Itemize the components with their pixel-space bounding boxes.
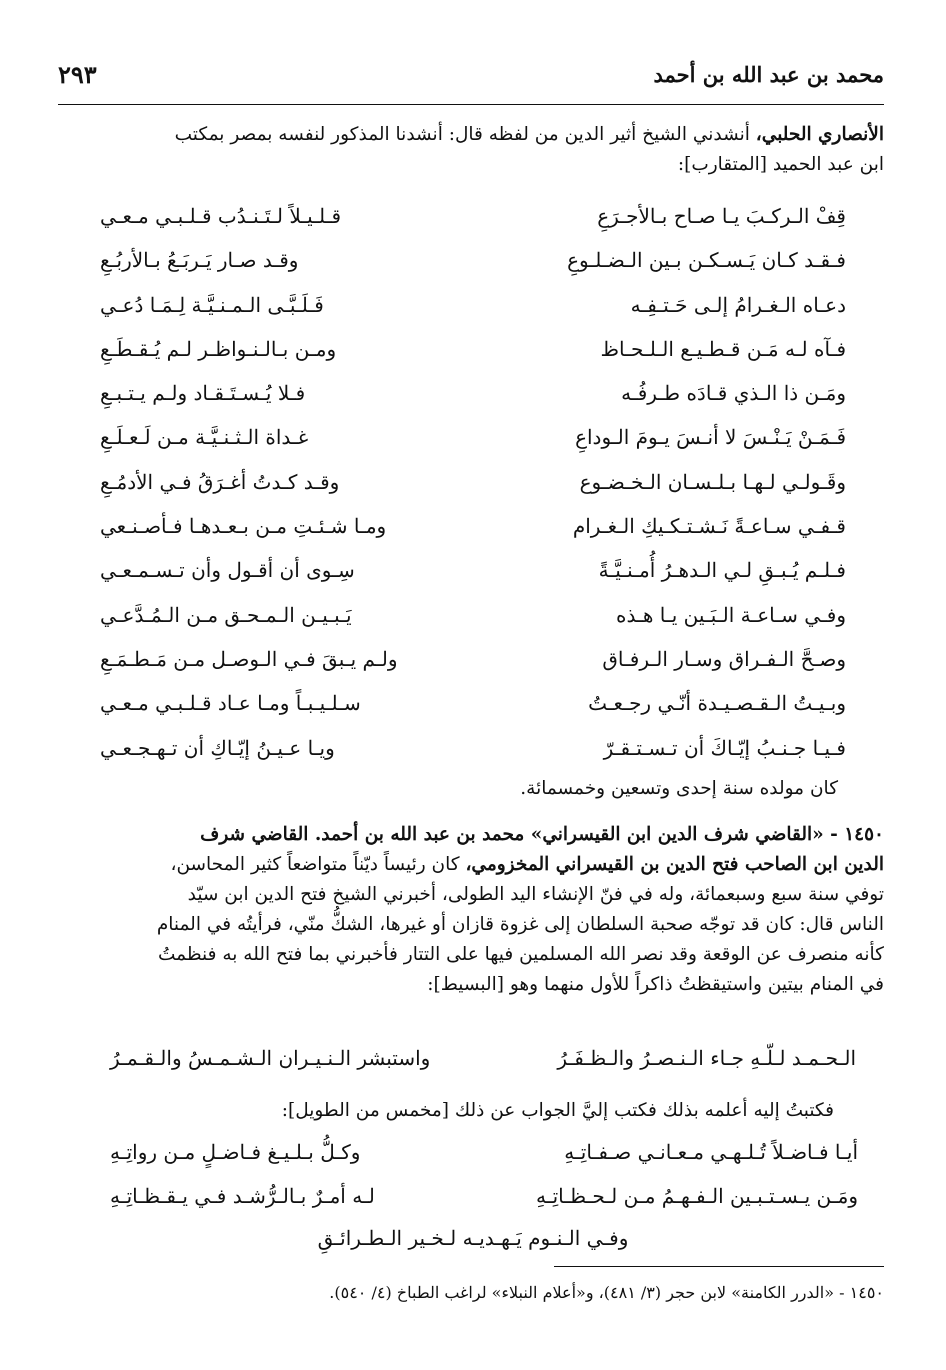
entry-line-4: الناس قال: كان قد توجّه صحبة السلطان إلى غزوة قازان أو غيرها، الشكُّ منّي، فرأيتُه في المنام [156, 914, 884, 935]
intro-name: الأنصاري الحلبي، [755, 124, 884, 145]
intro-line-1-rest: أنشدني الشيخ أثير الدين من لفظه قال: أنشدنا المذكور لنفسه بمصر بمكتب [174, 124, 756, 145]
poem-3-verse-1 [110, 1140, 858, 1180]
entry-paragraph [58, 820, 884, 1000]
hemistich-right: فـلـم يُـبـقِ لـي الـدهـرُ أُمـنـيَّـةً [598, 558, 846, 583]
hemistich-left: وقـد صـار يَـربَـعُ بـالأربُـعِ [100, 248, 299, 273]
header-rule [58, 104, 884, 105]
verse-line [100, 419, 866, 463]
hemistich-left: فَـلَـبَّـى الـمـنـيَّـة لِـمَـا دُعـي [100, 292, 324, 317]
hemistich-right: دعـاه الـغـرامُ إلـى حَـتـفِـه [630, 292, 846, 317]
hemistich-left: فـلا يُـسـتَـقـاد ولـم يـتـبـعِ [100, 381, 306, 406]
hemistich-left: غـداة الـثـنـيَّـة مـن لَـعـلَـعِ [100, 425, 309, 450]
footnote: ١٤٥٠ - «الدرر الكامنة» لابن حجر (٣/ ٤٨١)، و«أعلام النبلاء» لراغب الطباخ (٤/ ٥٤٠). [329, 1283, 884, 1302]
entry-line-1 [58, 820, 884, 850]
entry-subject-name: الدين ابن الصاحب فتح الدين بن القيسراني المخزومي، [465, 854, 884, 875]
hemistich-right: وصـحَّ الـفـراق وسـار الـرفـاق [602, 646, 846, 671]
entry-heading: ١٤٥٠ - «القاضي شرف الدين ابن القيسراني» محمد بن عبد الله بن أحمد. القاضي شرف [200, 824, 884, 845]
hemistich-left: وكـلُّ بـلـيـغ فـاضـلٍ مـن رواتِـهِ [110, 1140, 361, 1164]
hemistich-right: فَـمَـنْ يَـنْـسَ لا أنـسَ يـومَ الـوداعِ [575, 425, 846, 450]
hemistich-left: لـه أمـرٌ بـالـرُّشـد فـي يـقـظـاتِـهِ [110, 1184, 375, 1208]
intro-paragraph [58, 120, 884, 180]
poem-1 [100, 198, 866, 774]
hemistich-left: وقـد كـدتُ أغـرَقُ فـي الأدمُـعِ [100, 469, 340, 494]
hemistich-left: ومـن بـالـنـواظـر لـم يُـقـطَـعِ [100, 336, 337, 361]
hemistich-left: سـلـيـبـاً ومـا عـاد قـلـبـي مـعـي [100, 691, 361, 716]
verse-line [100, 508, 866, 552]
hemistich-right: وفـي سـاعـة الـبَـين يـا هـذه [616, 602, 846, 627]
hemistich-right: قـفـي سـاعـةً نَـشـتـكـيكِ الـغـرام [572, 514, 846, 539]
hemistich-left: سِـوى أن أقـول وأن تـسـمـعـي [100, 558, 355, 583]
verse-line [100, 287, 866, 331]
verse-line [100, 641, 866, 685]
hemistich-left: قـلـيـلاً لـتَـنـدُب قـلـبـي مـعـي [100, 204, 342, 228]
running-title: محمد بن عبد الله بن أحمد [653, 62, 884, 87]
hemistich-right: ومَـن يـسـتـبـين الـفـهـمُ مـن لـحـظـاتِـهِ [536, 1184, 858, 1208]
hemistich-left: ومـا شـئـتِ مـن بـعـدهـا فـأصـنـعي [100, 514, 387, 539]
entry-line-5: كأنه منصرف عن الوقعة وقد نصر الله المسلمين فيها على التتار فأخبرني بما فتح الله به فنظمتُ [158, 944, 884, 965]
hemistich-left: يَـبـيـن الـمـحـق مـن الـمُـدَّعـي [100, 602, 352, 627]
hemistich-right: وبـيـتُ الـقـصـيـدة أنّـي رجـعـتُ [588, 691, 846, 716]
reply-intro: فكتبتُ إليه أعلمه بذلك فكتب إليَّ الجواب عن ذلك [مخمس من الطويل]: [281, 1100, 834, 1121]
hemistich-right: فـآه لـه مَـن قـطـيـع الـلـحـاظ [600, 336, 846, 361]
entry-line-2-rest: كان رئيساً ديّناً متواضعاً كثير المحاسن، [170, 854, 466, 875]
hemistich-right: فـقـد كـان يَـسـكـن بـين الـضـلـوعِ [567, 248, 846, 273]
verse-line [100, 198, 866, 242]
verse-line [100, 685, 866, 729]
intro-line-2: ابن عبد الحميد [المتقارب]: [677, 154, 884, 175]
hemistich-right: فـيـا جـنـبُ إيّـاكَ أن تـسـتـقـرّ [603, 735, 846, 760]
poem-3-final-line: وفـي الـنـوم يَـهـديـه لـخـير الـطـرائـقِ [317, 1226, 629, 1250]
hemistich-right: ومَـن ذا الـذي قـادَه طـرفُـه [621, 381, 846, 406]
page-header [58, 58, 884, 98]
poem-2-verse [110, 1046, 856, 1086]
entry-line-6: في المنام بيتين واستيقظتُ ذاكراً للأول منهما وهو [البسيط]: [427, 974, 884, 995]
hemistich-right: الـحـمـد لـلّـهِ جـاء الـنـصـرُ والـظـفَـرُ [557, 1046, 856, 1070]
hemistich-right: قِفْ الـركـبَ يـا صـاح بـالأجـرَعِ [597, 204, 846, 228]
verse-line [100, 375, 866, 419]
entry-line-3: توفي سنة سبع وسبعمائة، وله في فنّ الإنشاء اليد الطولى، أخبرني الشيخ فتح الدين ابن سيّد [187, 884, 884, 905]
verse-line [100, 597, 866, 641]
verse-line [100, 331, 866, 375]
verse-line [100, 552, 866, 596]
hemistich-right: وقَـولـي لـهـا بـلـسـان الـخـضـوع [579, 469, 846, 494]
hemistich-right: أيـا فـاضـلاً تُـلـهـي مـعـانـي صـفـاتِـهِ [564, 1140, 858, 1164]
verse-line [100, 242, 866, 286]
entry-line-2 [58, 850, 884, 880]
hemistich-left: ويـا عـيـنُ إيّـاكِ أن تـهـجـعـي [100, 735, 335, 760]
verse-line [100, 730, 866, 774]
footnote-rule [554, 1266, 884, 1267]
hemistich-left: واستبشر الـنـيـران الـشـمـسُ والـقـمـرُ [110, 1046, 431, 1070]
intro-line-1 [58, 120, 884, 150]
birth-note: كان مولده سنة إحدى وتسعين وخمسمائة. [520, 778, 838, 799]
page-number: ٢٩٣ [58, 60, 97, 89]
verse-line [100, 464, 866, 508]
hemistich-left: ولـم يـبقَ فـي الـوصـل مـن مَـطـمَـعِ [100, 646, 398, 671]
poem-3-verse-2 [110, 1184, 858, 1224]
